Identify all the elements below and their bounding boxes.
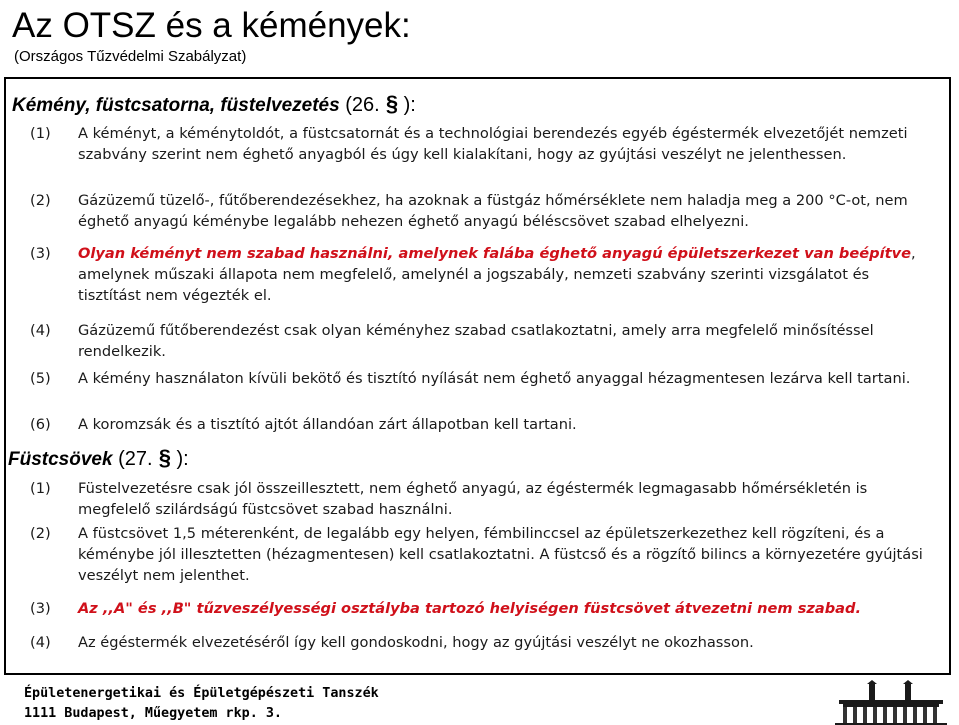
paragraph-number: (4) (30, 322, 51, 339)
paragraph (30, 478, 936, 520)
paragraph-number: (1) (30, 125, 51, 142)
paragraph (30, 523, 936, 586)
section-close: ): (398, 94, 416, 116)
footer-address: 1111 Budapest, Műegyetem rkp. 3. (24, 706, 282, 721)
section-number: (26. (339, 94, 380, 116)
paragraph-text: A kémény használaton kívüli bekötő és tisztító nyílását nem éghető anyaggal hézagmentesen lezárva kell tartani. (78, 370, 911, 387)
paragraph-text: Gázüzemű tüzelő-, fűtőberendezésekhez, ha azoknak a füstgáz hőmérséklete nem haladja meg a 200 °C-ot, nem éghető anyagú kéménybe legalább nehezen éghető anyagú béléscsövet szabad elhelyezni. (78, 192, 908, 230)
paragraph-number: (5) (30, 370, 51, 387)
paragraph-text: Füstelvezetésre csak jól összeillesztett, nem éghető anyagú, az égéstermék legmagasabb hőmérsékletén is megfelelő szilárdságú füstcsövet szabad használni. (78, 480, 868, 518)
paragraph (30, 123, 936, 165)
section-sign: § (152, 445, 171, 470)
section-heading-chimney (12, 92, 416, 118)
paragraph (30, 190, 936, 232)
paragraph-number: (4) (30, 634, 51, 651)
section-number: (27. (112, 448, 153, 470)
paragraph-number: (2) (30, 192, 51, 209)
paragraph-emphasis: Az ,,A" és ,,B" tűzveszélyességi osztályba tartozó helyiségen füstcsövet átvezetni nem szabad. (78, 600, 862, 617)
paragraph (30, 320, 936, 362)
paragraph-number: (2) (30, 525, 51, 542)
paragraph (30, 598, 936, 619)
page-subtitle: (Országos Tűzvédelmi Szabályzat) (14, 48, 247, 65)
paragraph (30, 414, 936, 435)
paragraph-number: (3) (30, 600, 51, 617)
paragraph-text: , amelynek műszaki állapota nem megfelelő, amelynél a jogszabály, nemzeti szabvány szerinti vizsgálatot és tisztítást nem végezték el. (78, 245, 916, 304)
paragraph-emphasis: Olyan kéményt nem szabad használni, amelynek falába éghető anyagú épületszerkezet van beépítve (78, 245, 912, 262)
paragraph-number: (6) (30, 416, 51, 433)
footer-department: Épületenergetikai és Épületgépészeti Tanszék (24, 686, 379, 701)
page-title: Az OTSZ és a kémények: (12, 6, 411, 45)
paragraph-text: A koromzsák és a tisztító ajtót állandóan zárt állapotban kell tartani. (78, 416, 577, 433)
paragraph (30, 368, 936, 389)
paragraph (30, 632, 936, 653)
section-label: Kémény, füstcsatorna, füstelvezetés (12, 95, 340, 116)
paragraph-number: (3) (30, 245, 51, 262)
section-sign: § (379, 91, 399, 116)
paragraph-text: A kéményt, a kéménytoldót, a füstcsatornát és a technológiai berendezés egyéb égéstermék elvezetőjét nemzeti szabvány szerint nem éghető anyagból és úgy kell kialakítani, hogy az gyújtási veszélyt ne jelenthessen. (78, 125, 908, 163)
paragraph-number: (1) (30, 480, 51, 497)
section-label: Füstcsövek (8, 449, 113, 470)
paragraph (30, 243, 936, 306)
section-heading-flue-pipes (8, 446, 189, 472)
paragraph-text: Az égéstermék elvezetéséről így kell gondoskodni, hogy az gyújtási veszélyt ne okozhasson. (78, 634, 754, 651)
university-building-logo-icon (831, 680, 951, 725)
paragraph-text: Gázüzemű fűtőberendezést csak olyan kéményhez szabad csatlakoztatni, amely arra megfelelő minősítéssel rendelkezik. (78, 322, 874, 360)
section-close: ): (170, 448, 189, 470)
paragraph-text: A füstcsövet 1,5 méterenként, de legalább egy helyen, fémbilinccsel az épületszerkezethez kell rögzíteni, és a kéménybe jól illesztetten (hézagmentesen) kell csatlakoztatni. A füstcső és a rögzítő bilincs a környezetére gyújtási veszélyt nem jelenthet. (78, 525, 923, 584)
